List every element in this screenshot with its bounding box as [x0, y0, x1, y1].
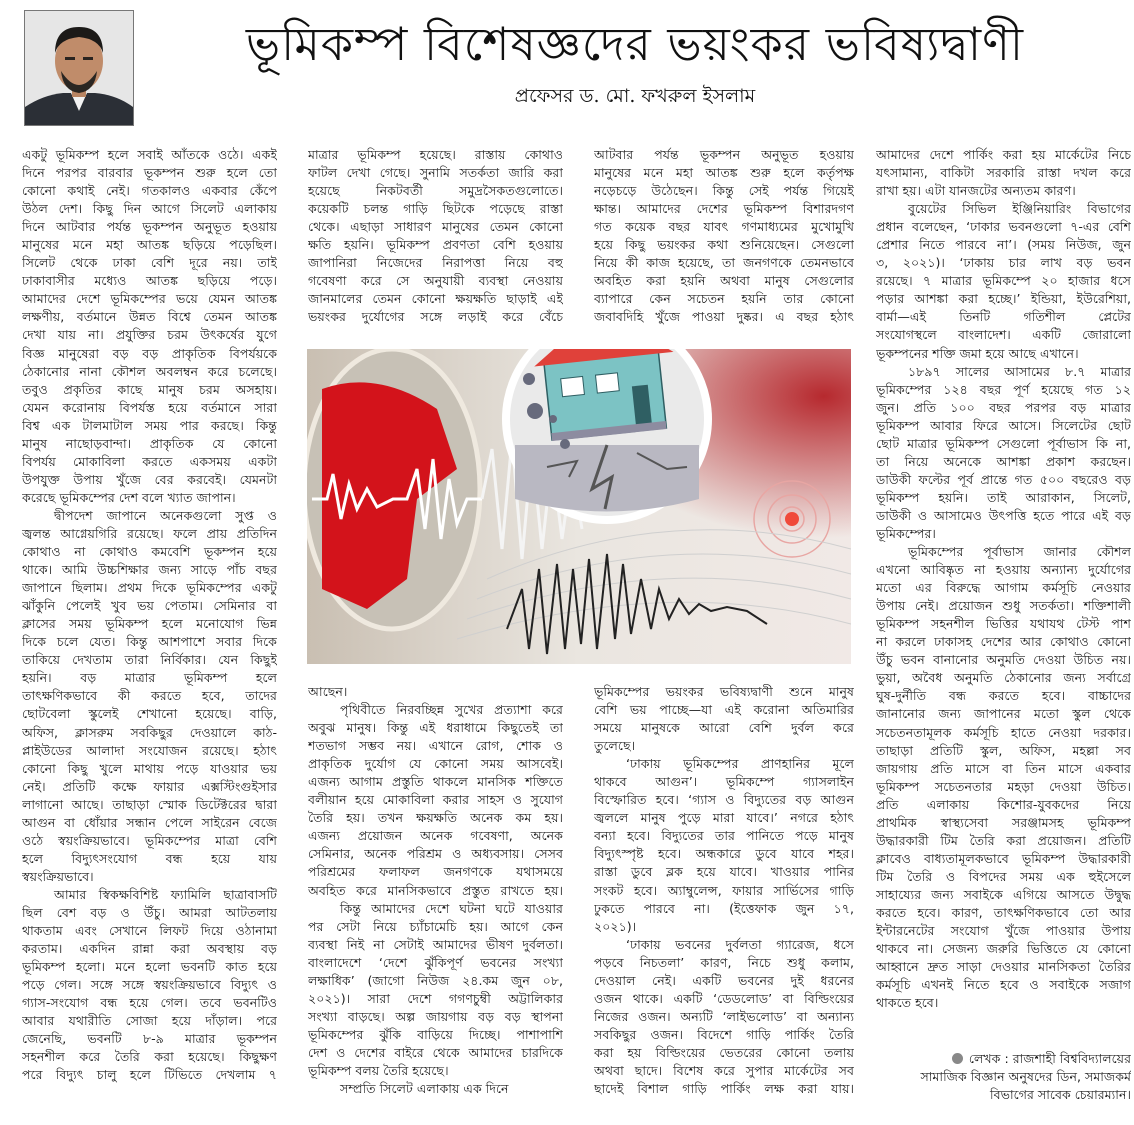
text-line: ইন্টারনেটের সংযোগ খুঁজে পাওয়ার উপায়	[876, 923, 1131, 939]
earthquake-illustration	[307, 349, 851, 664]
text-line: পড়ার আশঙ্কা করা হচ্ছে।’ ইন্ডিয়া, ইউরেশিয়া,	[876, 291, 1131, 307]
text-line: স্বয়ংক্রিয়ভাবে।	[22, 868, 94, 884]
text-line: লক্ষাধিক’ (জাগো নিউজ ২৪.কম জুন ০৮,	[308, 972, 563, 988]
text-line: ভূমিকম্পের ১২৪ বছর পূর্ণ হয়েছে গত ১২	[876, 381, 1131, 397]
signoff-line: লেখক : রাজশাহী বিশ্ববিদ্যালয়ের	[876, 1050, 1131, 1068]
text-line: কিন্তু আমাদের দেশে ঘটনা ঘটে যাওয়ার	[340, 900, 563, 916]
text-line: বিস্ফোরিত হবে। ‘গ্যাস ও বিদ্যুতের বড় আগুন	[594, 792, 854, 808]
text-line: নেই। প্রতিটি কক্ষে ফায়ার এক্সস্টিংগুইসার	[22, 778, 277, 794]
text-line: হলে বিদ্যুৎসংযোগ বন্ধ হয়ে যায়	[22, 850, 277, 866]
text-line: দ্বীপদেশ জাপানে অনেকগুলো সুপ্ত ও	[54, 507, 277, 523]
text-line: প্রতি এলাকায় কিশোর-যুবকদের নিয়ে	[876, 796, 1131, 812]
text-line: ফাটল দেখা গেছে। সুনামি সতর্কতা জারি করা	[308, 165, 563, 181]
text-line: ক্লাসের সময় ভূমিকম্প হলে মনোযোগ ভিন্ন	[22, 616, 277, 632]
text-line: ‘ঢাকায় ভবনের দুর্বলতা গ্যারেজ, ধসে	[626, 936, 854, 952]
text-line: থাকতাম এবং সেখানে লিফট দিয়ে ওঠানামা	[22, 923, 277, 939]
text-line: তাছাড়া প্রতিটি স্কুল, অফিস, মহল্লা সব	[876, 742, 1131, 758]
text-line: সংযোগস্থলে বাংলাদেশ। একটি জোরালো	[876, 327, 1131, 343]
text-line: এজন্য আগাম প্রস্তুতি থাকলে মানসিক শক্তিতে	[308, 774, 563, 790]
text-line: মানুষ নাছোড়বান্দা। প্রাকৃতিক যে কোনো	[22, 435, 277, 451]
bullet-icon	[952, 1053, 963, 1064]
text-line: নড়েচড়ে উঠেছেন। কিন্তু সেই পর্যন্ত গিয়েই	[594, 183, 854, 199]
text-line: ভূমিকম্প আবার ফিরে আসে। সিলেটের ছোট	[876, 417, 1131, 433]
text-line: আমাদের দেশে ভূমিকম্পের ভয়ে যেমন আতঙ্ক	[22, 291, 277, 307]
text-line: তা নিয়ে অনেকে আশঙ্কা প্রকাশ করছেন।	[876, 453, 1131, 469]
text-line: মাত্রার ভূমিকম্প হয়েছে। রাস্তায় কোথাও	[308, 147, 563, 162]
text-line: অথবা ছাদে। বিশেষ করে সুপার মার্কেটের সব	[594, 1062, 854, 1078]
house-icon	[529, 349, 681, 442]
text-line: ছাদেই বিশাল গাড়ি পার্কিং লক্ষ করা যায়।	[594, 1081, 854, 1097]
byline: প্রফেসর ড. মো. ফখরুল ইসলাম	[514, 85, 756, 107]
text-line: ব্যবস্থা নিই না সেটাই আমাদের ভীষণ দুর্বলতা।	[308, 936, 563, 952]
text-line: কোনো কিছু খুলে মাথায় পড়ে যাওয়ার ভয়	[22, 760, 277, 776]
text-line: বাংলাদেশে ‘দেশে ঝুঁকিপূর্ণ ভবনের সংখ্যা	[308, 954, 563, 970]
text-line: উঁচু ভবন বানানোর অনুমতি দেওয়া উচিত নয়।	[876, 652, 1131, 668]
text-line: ছিল বেশ বড় ও উঁচু। আমরা আটতলায়	[22, 904, 277, 920]
text-line: অফিস, ক্লাসরুম সবকিছুর দেওয়ালে কাঠ-	[22, 724, 277, 740]
text-line: ভূমিকম্পের ঝুঁকি বাড়িয়ে দিচ্ছে। পাশাপাশি	[308, 1026, 563, 1042]
text-line: মানুষের মনে মহা আতঙ্ক শুরু হলে কর্তৃপক্ষ	[594, 165, 854, 181]
text-line: সাহায্যের জন্য সবাইকে এগিয়ে আসতে উদ্বুদ্ধ	[876, 886, 1131, 902]
text-line: মতো এর বিরুদ্ধে আগাম কর্মসূচি নেওয়ার	[876, 580, 1131, 596]
text-line: বিশ্ব এক টালমাটাল সময় পার করছে। কিন্তু	[22, 417, 277, 433]
text-line: এজন্য প্রয়োজন অনেক গবেষণা, অনেক	[308, 828, 563, 844]
text-line: জায়গায় প্রতি মাসে বা তিন মাসে একবার	[876, 760, 1131, 776]
text-line: ২০২১)। সারা দেশে গগণচুম্বী অট্টালিকার	[308, 990, 563, 1006]
column-2-bottom	[308, 683, 563, 1098]
signoff-line: বিভাগের সাবেক চেয়ারম্যান।	[990, 1087, 1131, 1103]
text-line: প্রধান বলেছেন, ‘ঢাকার ভবনগুলো ৭-এর বেশি	[876, 219, 1131, 235]
text-line: সম্প্রতি সিলেট এলাকায় এক দিনে	[340, 1081, 509, 1097]
text-line: সংখ্যা বাড়ছে। অল্প জায়গায় বড় বড় স্থাপনা	[308, 1008, 563, 1024]
text-line: পরে বিদ্যুৎ চালু হলে টিভিতে দেখলাম ৭	[22, 1067, 277, 1083]
text-line: পরিশ্রমের ফলাফল জনগণকে যথাসময়ে	[308, 864, 563, 880]
text-line: সবকিছুর ওজন। বিদেশে গাড়ি পার্কিং তৈরি	[594, 1026, 854, 1042]
text-line: বলীয়ান হয়ে মোকাবিলা করার সাহস ও সুযোগ	[308, 792, 563, 808]
text-line: পৃথিবীতে নিরবচ্ছিন্ন সুখের প্রত্যাশা করে	[340, 702, 563, 718]
text-line: কর্মসূচি এখনই নিতে হবে ও সবাইকে সজাগ	[876, 977, 1131, 993]
text-line: যৎসামান্য, বাকিটা সরকারি রাস্তা দখল করে	[876, 165, 1131, 181]
text-line: উপায় নেই। প্রয়োজন শুধু সতর্কতা। শক্তিশালী	[876, 598, 1131, 614]
text-line: বিদ্যুৎস্পৃষ্ট হবে। অন্ধকারে ডুবে যাবে শহর।	[594, 846, 854, 862]
text-line: রয়েছে। ৭ মাত্রার ভূমিকম্পে ২০ হাজার ধসে	[876, 273, 1131, 289]
text-line: আগুন বা ধোঁয়ার সন্ধান পেলে সাইরেন বেজে	[22, 814, 277, 830]
text-line: সহনশীল করে তৈরি করা হয়েছে। কিছুক্ষণ	[22, 1049, 277, 1065]
text-line: জ্বলন্ত আগ্নেয়গিরি রয়েছে। ফলে প্রায় প্রতিদিন	[22, 525, 277, 541]
text-line: গবেষণা করে সে অনুযায়ী ব্যবস্থা নেওয়ায়	[308, 273, 563, 289]
text-line: প্লাইউডের আলাদা সংযোজন রয়েছে। হঠাৎ	[22, 742, 277, 758]
text-line: ঠেকানোর নানা কৌশল অবলম্বন করে চলেছে।	[22, 363, 277, 379]
text-line: থাকে। আমি উচ্চশিক্ষার জন্য সাড়ে পাঁচ বছর	[22, 562, 277, 578]
text-line: ভুয়া, অবৈধ অনুমতি ঠেকানোর জন্য সর্বাগ্রে	[876, 670, 1131, 686]
text-line: উঠল দেশ। কিছু দিন আগে সিলেট এলাকায়	[22, 201, 277, 217]
text-line: রাস্তা ডুবে ব্লক হয়ে যাবে। খাওয়ার পানির	[594, 864, 854, 880]
text-line: আছেন।	[308, 684, 348, 699]
text-line: উদ্ধারকারী টিম তৈরি করা প্রয়োজন। প্রতিটি	[876, 832, 1131, 848]
text-line: ওঠে স্বয়ংক্রিয়ভাবে। ভূমিকম্পের মাত্রা বেশি	[22, 832, 277, 848]
author-portrait-icon	[25, 11, 133, 125]
text-line: থাকবে আগুন’। ভূমিকম্পে গ্যাসলাইন	[594, 774, 854, 790]
text-line: লাগানো আছে। তাছাড়া স্মোক ডিটেক্টরের দ্বারা	[22, 796, 277, 812]
text-line: হয়েছে নিকটবর্তী সমুদ্রসৈকতগুলোতে।	[308, 183, 563, 199]
text-line: গত কয়েক বছর যাবৎ গণমাধ্যমের মুখোমুখি	[594, 219, 854, 235]
text-line: সময়ে মানুষকে আরো বেশি দুর্বল করে	[594, 720, 854, 736]
text-line: বেশি ভয় পাচ্ছে—যা এই করোনা অতিমারির	[594, 702, 854, 718]
text-line: বিজ্ঞ মানুষেরা বড় বড় প্রাকৃতিক বিপর্যয়কে	[22, 345, 277, 361]
text-line: থেকে। এছাড়া সাধারণ মানুষের তেমন কোনো	[308, 219, 563, 235]
text-line: জানমালের তেমন কোনো ক্ষয়ক্ষতি ছাড়াই এই	[308, 291, 563, 307]
text-line: ক্ষান্ত। আমাদের দেশের ভূমিকম্প বিশারদগণ	[594, 201, 854, 217]
text-line: আমাদের দেশে পার্কিং করা হয় মার্কেটের নিচে	[876, 147, 1131, 162]
text-line: পড়ে গেল। সঙ্গে সঙ্গে স্বয়ংক্রিয়ভাবে বিদ্যুৎ ও	[22, 977, 277, 993]
text-line: পড়বে নিচতলা’ কারণ, নিচে শুধু কলাম,	[594, 954, 854, 970]
text-line: প্রাথমিক স্বাস্থ্যসেবা সরঞ্জামসহ ভূমিকম্প	[876, 814, 1131, 830]
text-line: সিলেট থেকে ঢাকা বেশি দূরে নয়। তাই	[22, 255, 277, 271]
text-line: ঢাকাবাসীর মধ্যেও আতঙ্ক ছড়িয়ে পড়ে।	[22, 273, 277, 289]
text-line: সেমিনার, অনেক পরিশ্রম ও অধ্যবসায়। সেসব	[308, 846, 563, 862]
text-line: ৩, ২০২১)। ‘ঢাকায় চার লাখ বড় ভবন	[876, 255, 1131, 271]
text-line: ডাউকী ও আসামেও উৎপত্তি হতে পারে এই বড়	[876, 507, 1131, 523]
text-line: করতে হবে। কারণ, তাৎক্ষণিকভাবে তো আর	[876, 904, 1131, 920]
text-line: কোথাও না কোথাও কমবেশি ভূকম্পন হয়ে	[22, 544, 277, 560]
text-line: করতাম। একদিন রান্না করা অবস্থায় বড়	[22, 941, 277, 957]
text-line: না করলে ঢাকাসহ দেশের আর কোথাও কোনো	[876, 634, 1131, 650]
text-line: টিম তৈরি ও বিপদের সময় এক হুইসেলে	[876, 868, 1131, 884]
text-line: তৈরি হয়। তখন ক্ষয়ক্ষতি অনেক কম হয়।	[308, 810, 563, 826]
text-line: বার্মা—এই তিনটি গতিশীল প্লেটের	[876, 309, 1131, 325]
text-line: থাকবে না। সেজন্য জরুরি ভিত্তিতে যে কোনো	[876, 941, 1131, 957]
text-line: ভূমিকম্পের পূর্বাভাস জানার কৌশল	[908, 544, 1131, 560]
text-line: জাপানে ছিলাম। প্রথম দিকে ভূমিকম্পের একটু	[22, 580, 277, 596]
text-line: ১৮৯৭ সালের আসামের ৮.৭ মাত্রার	[908, 363, 1131, 379]
earthquake-image	[307, 349, 851, 664]
text-line: করা হয় বিল্ডিংয়ের ভেতরের কোনো তলায়	[594, 1044, 854, 1060]
text-line: ঢুকতে পারবে না। (ইত্তেফাক জুন ১৭,	[594, 900, 854, 916]
text-line: ভূমিকম্প হলো। মনে হলো ভবনটি কাত হয়ে	[22, 959, 277, 975]
text-line: ঘুষ-দুর্নীতি বন্ধ করতে হবে। বাচ্চাদের	[876, 688, 1131, 704]
text-line: কয়েকটি চলন্ত গাড়ি ছিটকে পড়েছে রাস্তা	[308, 201, 563, 217]
text-line: লক্ষণীয়, বর্তমানে উন্নত বিশ্বে তেমন আতঙ্ক	[22, 309, 277, 325]
text-line: তবুও প্রকৃতির কাছে মানুষ চরম অসহায়।	[22, 381, 277, 397]
author-photo	[24, 10, 134, 126]
text-line: প্রাকৃতিক দুর্যোগ যে কোনো সময় আসবেই।	[308, 756, 563, 772]
column-2-top	[308, 146, 563, 326]
column-1	[22, 146, 277, 1084]
text-line: জাপানিরা নিজেদের নিরাপত্তা নিয়ে বহু	[308, 255, 563, 271]
text-line: রাখা হয়। এটা যানজটের অন্যতম কারণ।	[876, 183, 1076, 199]
text-line: মানুষের মনে মহা আতঙ্ক ছড়িয়ে পড়েছিল।	[22, 237, 277, 253]
text-line: ভূমিকম্প বলয় তৈরি হয়েছে।	[308, 1062, 449, 1078]
text-line: কোনো কথাই নেই। গতকালও একবার কেঁপে	[22, 183, 277, 199]
text-line: দিনে আটবার পর্যন্ত ভূকম্পন অনুভূত হওয়ায়	[22, 219, 277, 235]
column-3-bottom	[594, 683, 854, 1098]
text-line: এখনো আবিষ্কৃত না হওয়ায় অন্যান্য দুর্যোগের	[876, 562, 1131, 578]
text-line: ভূমিকম্পের।	[876, 525, 936, 541]
text-line: আটবার পর্যন্ত ভূকম্পন অনুভূত হওয়ায়	[594, 147, 854, 162]
text-line: নিয়ে কী কাজ হয়েছে, তা জনগণকে তেমনভাবে	[594, 255, 854, 271]
text-line: তাৎক্ষণিকভাবে কী করতে হবে, তাদের	[22, 688, 277, 704]
signoff-line: সামাজিক বিজ্ঞান অনুষদের ডিন, সমাজকর্ম	[920, 1069, 1131, 1085]
text-line: জ্বললে মানুষ পুড়ে মারা যাবে।’ নগরে হঠাৎ	[594, 810, 854, 826]
text-line: অবহিত করা হয়নি অথবা মানুষ সেগুলোর	[594, 273, 854, 289]
text-line: ভূকম্পনের শক্তি জমা হয়ে আছে এখানে।	[876, 345, 1079, 361]
text-line: আবার যথারীতি সোজা হয়ে দাঁড়াল। পরে	[22, 1013, 277, 1029]
text-line: বুয়েটের সিভিল ইঞ্জিনিয়ারিং বিভাগের	[908, 201, 1131, 217]
text-line: বিপর্যয় মোকাবিলা করতে একসময় একটা	[22, 453, 277, 469]
text-line: শতভাগ সম্ভব নয়। এখানে রোগ, শোক ও	[308, 738, 563, 754]
text-line: ছোট মাত্রার ভূমিকম্প সেগুলো পূর্বাভাস কি না,	[876, 435, 1131, 451]
text-line: যেমন করোনায় বিপর্যস্ত হয়ে বর্তমানে সারা	[22, 399, 277, 415]
text-line: ছোটবেলা স্কুলেই শেখানো হয়েছে। বাড়ি,	[22, 706, 277, 722]
text-line: দিনে পরপর বারবার ভূকম্পন শুরু হলে তো	[22, 165, 277, 181]
text-line: উপযুক্ত উপায় খুঁজে বের করবেই। যেমনটা	[22, 471, 277, 487]
text-line: ২০২১)।	[594, 918, 637, 934]
text-line: দিকে চলে যেত। কিন্তু আশপাশে সবার দিকে	[22, 634, 277, 650]
text-line: তুলেছে।	[594, 738, 636, 754]
text-line: ভয়ংকর দুর্যোগের সঙ্গে লড়াই করে বেঁচে	[308, 309, 563, 325]
text-line: আমার স্বিকক্ষবিশিষ্ট ফ্যামিলি ছাত্রাবাসটি	[54, 886, 277, 902]
text-line: নিজের ওজন। অন্যটি ‘লাইভলোড’ বা অন্যান্য	[594, 1008, 854, 1024]
text-line: জানানোর জন্য জাপানের মতো স্কুল থেকে	[876, 706, 1131, 722]
text-line: করেছে ভূমিকম্পের দেশ বলে খ্যাত জাপান।	[22, 489, 236, 505]
text-line: দেওয়াল নেই। একটি ভবনের দুই ধরনের	[594, 972, 854, 988]
text-line: ভূমিকম্প হয়নি। তাই আরাকান, সিলেট,	[876, 489, 1131, 505]
text-line: জবাবদিহি খুঁজে পাওয়া দুষ্কর। এ বছর হঠাৎ	[594, 309, 854, 325]
text-line: একটু ভূমিকম্প হলে সবাই আঁতকে ওঠে। একই	[22, 147, 277, 162]
text-line: হয়ে কিছু ভয়ংকর কথা শুনিয়েছেন। সেগুলো	[594, 237, 854, 253]
text-line: প্রেশার নিতে পারবে না’। (সময় নিউজ, জুন	[876, 237, 1131, 253]
text-line: ভূমিকম্প সচেতনতার মহড়া দেওয়া উচিত।	[876, 778, 1131, 794]
text-line: তাকিয়ে দেখতাম তারা নির্বিকার। যেন কিছুই	[22, 652, 277, 668]
text-line: ক্ষতি হয়নি। ভূমিকম্প প্রবণতা বেশি হওয়ায়	[308, 237, 563, 253]
text-line: ওজন থাকে। একটি ‘ডেডলোড’ বা বিল্ডিংয়ের	[594, 990, 854, 1006]
text-line: থাকতে হবে।	[876, 995, 939, 1011]
text-line: দেখা যায় না। প্রযুক্তির চরম উৎকর্ষের যুগে	[22, 327, 277, 343]
text-line: ঝাঁকুনি পেলেই খুব ভয় পেতাম। সেমিনার বা	[22, 598, 277, 614]
author-signoff	[876, 1050, 1131, 1104]
text-line: পর সেটা নিয়ে চ্যাঁচামেচি হয়। আগে কেন	[308, 918, 563, 934]
text-line: বন্যা হবে। বিদ্যুতের তার পানিতে পড়ে মানুষ	[594, 828, 854, 844]
text-line: গ্যাস-সংযোগ বন্ধ হয়ে গেল। তবে ভবনটিও	[22, 995, 277, 1011]
text-line: অবুঝ মানুষ। কিন্তু এই ধরাধামে কিছুতেই তা	[308, 720, 563, 736]
text-line: ভূমিকম্প সহনশীল ভিত্তির যথাযথ টেস্ট পাশ	[876, 616, 1131, 632]
column-3-top	[594, 146, 854, 326]
text-line: হয়নি। বড় মাত্রার ভূমিকম্প হলে	[22, 670, 277, 686]
text-line: দেশ ও দেশের বাইরে থেকে আমাদের চারদিকে	[308, 1044, 563, 1060]
text-line: অবহিত করে মানসিকভাবে প্রস্তুত রাখতে হয়।	[308, 882, 563, 898]
text-line: ব্যাপারে কেন সচেতন হয়নি তার কোনো	[594, 291, 854, 307]
text-line: সংকট হবে। অ্যাম্বুলেন্স, ফায়ার সার্ভিসের গাড়ি	[594, 882, 854, 898]
headline: ভূমিকম্প বিশেষজ্ঞদের ভয়ংকর ভবিষ্যদ্বাণী	[245, 17, 1025, 71]
text-line: ক্লাবেও বাধ্যতামূলকভাবে ভূমিকম্প উদ্ধারকারী	[876, 850, 1131, 866]
text-line: ‘ঢাকায় ভূমিকম্পের প্রাণহানির মূলে	[626, 756, 854, 772]
text-line: জুন। প্রতি ১০০ বছর পরপর বড় মাত্রার	[876, 399, 1131, 415]
text-line: ডাউকী ফল্টের পূর্ব প্রান্তে গত ৫০০ বছরেও বড়	[876, 471, 1131, 487]
text-line: আহ্বানে দ্রুত সাড়া দেওয়ার মানসিকতা তৈরির	[876, 959, 1131, 975]
text-line: ভূমিকম্পের ভয়ংকর ভবিষ্যদ্বাণী শুনে মানুষ	[594, 684, 854, 699]
text-line: জেনেছি, ভবনটি ৮-৯ মাত্রার ভূকম্পন	[22, 1031, 277, 1047]
column-4	[876, 146, 1131, 1012]
text-line: সচেতনতামূলক কর্মসূচি হাতে নেওয়া দরকার।	[876, 724, 1131, 740]
